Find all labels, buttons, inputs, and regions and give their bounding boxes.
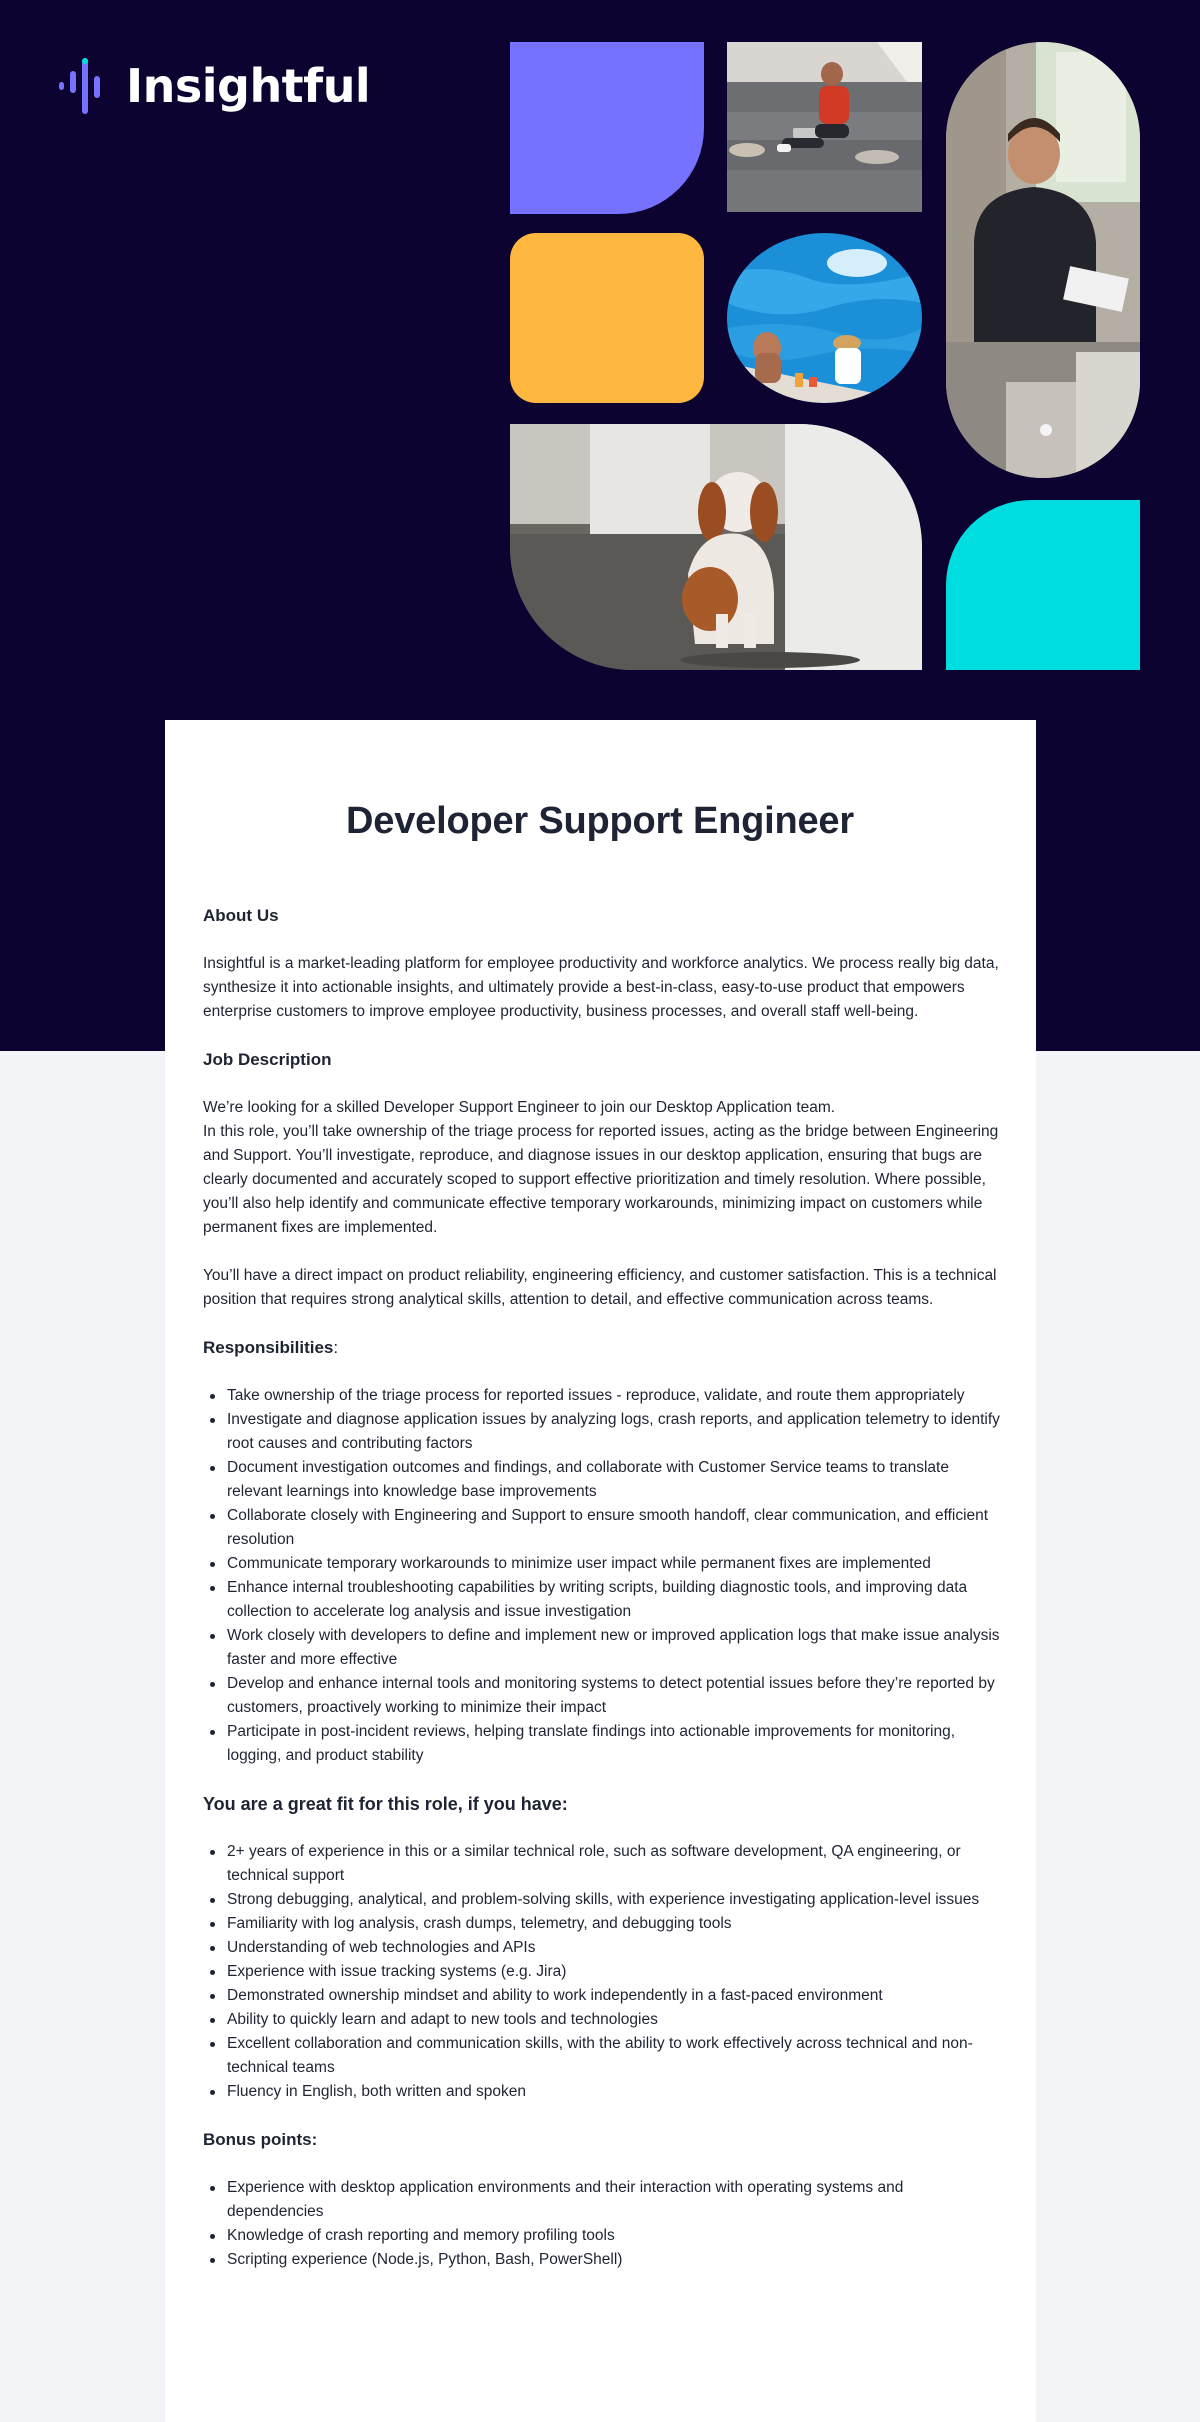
about-heading: About Us (203, 906, 279, 925)
woman-on-stairs-photo (727, 42, 922, 212)
responsibilities-heading (203, 1336, 1003, 1360)
job-description-text (203, 1096, 1003, 1240)
brand-logo[interactable] (58, 58, 370, 114)
list-item: Participate in post-incident reviews, helping translate findings into actionable improvements for monitoring, logging, and product stability (203, 1720, 1003, 1768)
cyan-shape (946, 500, 1140, 670)
job-description-line: We’re looking for a skilled Developer Support Engineer to join our Desktop Application team. (203, 1099, 836, 1116)
responsibilities-heading-text: Responsibilities (203, 1338, 334, 1357)
list-item: Ability to quickly learn and adapt to new tools and technologies (203, 2008, 1003, 2032)
list-item: Work closely with developers to define and implement new or improved application logs that make issue analysis faster and more effective (203, 1624, 1003, 1672)
list-item: Collaborate closely with Engineering and Support to ensure smooth handoff, clear communication, and efficient resolution (203, 1504, 1003, 1552)
responsibilities-list (203, 1384, 1003, 1768)
list-item: Knowledge of crash reporting and memory profiling tools (203, 2224, 1003, 2248)
list-item: 2+ years of experience in this or a similar technical role, such as software development, QA engineering, or technical support (203, 1840, 1003, 1888)
man-presenting-photo (946, 42, 1140, 478)
list-item: Scripting experience (Node.js, Python, Bash, PowerShell) (203, 2248, 1003, 2272)
list-item: Investigate and diagnose application issues by analyzing logs, crash reports, and application telemetry to identify root causes and contributing factors (203, 1408, 1003, 1456)
responsibilities-heading-colon: : (333, 1338, 339, 1357)
list-item: Experience with issue tracking systems (e.g. Jira) (203, 1960, 1003, 1984)
job-description-heading: Job Description (203, 1050, 332, 1069)
requirements-list (203, 1840, 1003, 2104)
list-item: Experience with desktop application environments and their interaction with operating systems and dependencies (203, 2176, 1003, 2224)
list-item: Strong debugging, analytical, and problem-solving skills, with experience investigating application-level issues (203, 1888, 1003, 1912)
list-item: Understanding of web technologies and APIs (203, 1936, 1003, 1960)
bonus-heading: Bonus points: (203, 2130, 318, 2149)
list-item: Document investigation outcomes and findings, and collaborate with Customer Service teams to translate relevant learnings into knowledge base improvements (203, 1456, 1003, 1504)
list-item: Demonstrated ownership mindset and ability to work independently in a fast-paced environment (203, 1984, 1003, 2008)
dog-in-office-photo (510, 424, 922, 670)
list-item: Enhance internal troubleshooting capabilities by writing scripts, building diagnostic tools, and improving data collection to accelerate log analysis and issue investigation (203, 1576, 1003, 1624)
list-item: Develop and enhance internal tools and monitoring systems to detect potential issues before they’re reported by customers, proactively working to minimize their impact (203, 1672, 1003, 1720)
yellow-shape (510, 233, 704, 403)
purple-shape (510, 42, 704, 214)
about-text: Insightful is a market-leading platform for employee productivity and workforce analytics. We process really big data, synthesize it into actionable insights, and ultimately provide a best-in-class, easy-to-use product that empowers enterprise customers to improve employee productivity, business processes, and overall staff well-being. (203, 955, 999, 1020)
pool-photo (727, 233, 922, 403)
list-item: Excellent collaboration and communication skills, with the ability to work effectively across technical and non-technical teams (203, 2032, 1003, 2080)
brand-name: Insightful (126, 59, 371, 113)
job-content (203, 900, 1003, 2272)
list-item: Familiarity with log analysis, crash dumps, telemetry, and debugging tools (203, 1912, 1003, 1936)
job-description-impact: You’ll have a direct impact on product reliability, engineering efficiency, and customer satisfaction. This is a technical position that requires strong analytical skills, attention to detail, and effective communication across teams. (203, 1267, 997, 1308)
page-title: Developer Support Engineer (346, 800, 854, 842)
list-item: Fluency in English, both written and spoken (203, 2080, 1003, 2104)
list-item: Take ownership of the triage process for reported issues - reproduce, validate, and route them appropriately (203, 1384, 1003, 1408)
requirements-heading: You are a great fit for this role, if you have: (203, 1794, 568, 1814)
job-description-line: In this role, you’ll take ownership of the triage process for reported issues, acting as the bridge between Engineering and Support. You’ll investigate, reproduce, and diagnose issues in our desktop application, ensuring that bugs are clearly documented and accurately scoped to support effective prioritization and timely resolution. Where possible, you’ll also help identify and communicate effective temporary workarounds, minimizing impact on customers while permanent fixes are implemented. (203, 1123, 999, 1236)
bonus-list (203, 2176, 1003, 2272)
list-item: Communicate temporary workarounds to minimize user impact while permanent fixes are implemented (203, 1552, 1003, 1576)
waveform-logo-icon (58, 58, 120, 114)
